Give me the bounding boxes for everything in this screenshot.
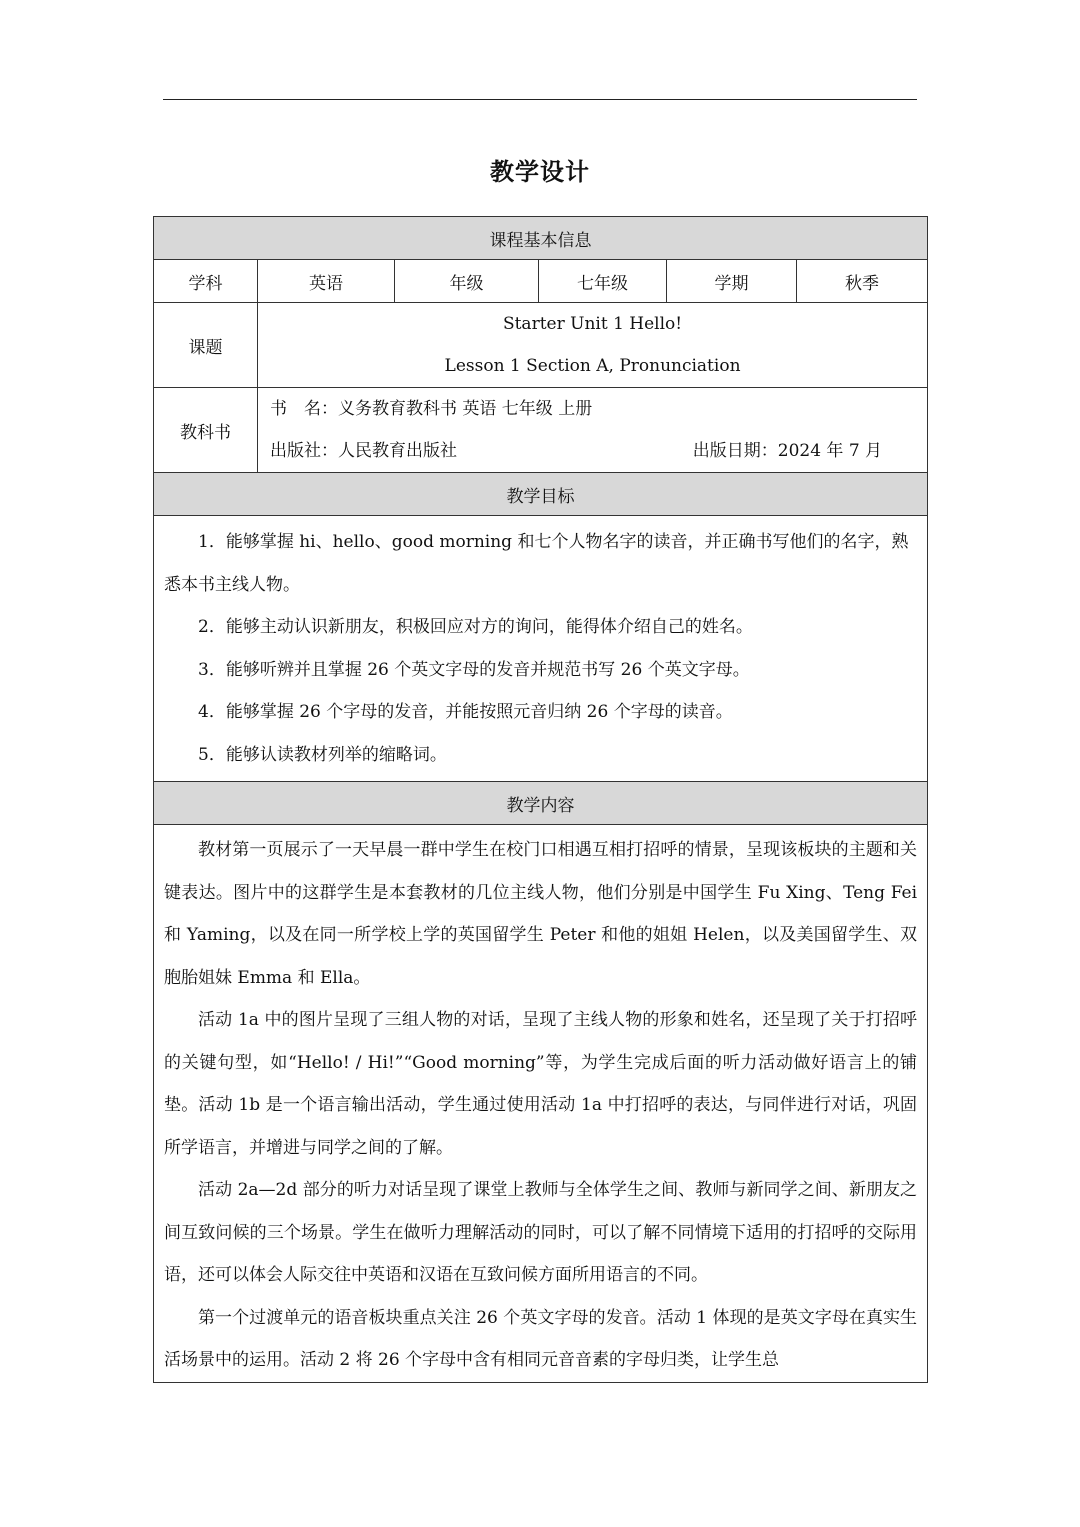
- grade-label: 年级: [395, 260, 539, 303]
- goal-item: 2．能够主动认识新朋友，积极回应对方的询问，能得体介绍自己的姓名。: [198, 617, 753, 637]
- header-rule: [163, 99, 917, 100]
- topic-value: [258, 303, 928, 388]
- term-label: 学期: [667, 260, 797, 303]
- publisher-row: [270, 430, 915, 472]
- goals-header-row: [154, 473, 928, 516]
- subject-label: 学科: [154, 260, 258, 303]
- goals-row: [154, 516, 928, 782]
- lesson-plan-table: [153, 216, 928, 1383]
- section-header-content: 教学内容: [154, 782, 928, 825]
- grade-value: 七年级: [539, 260, 667, 303]
- textbook-info: [258, 388, 928, 473]
- content-paragraph: 活动 1a 中的图片呈现了三组人物的对话，呈现了主线人物的形象和姓名，还呈现了关于打招呼的关键句型，如“Hello! / Hi!”“Good morning”等，为学生完成后面的听力活动做好语言上的铺垫。活动 1b 是一个语言输出活动，学生通过使用活动 1a 中打招呼的表达，与同伴进行对话，巩固所学语言，并增进与同学之间的了解。: [164, 1010, 918, 1158]
- document-title: 教学设计: [490, 158, 590, 186]
- goal-item: 5．能够认读教材列举的缩略词。: [198, 744, 447, 765]
- publisher: 出版社：人民教育出版社: [270, 441, 457, 461]
- topic-line-1: Starter Unit 1 Hello!: [502, 314, 683, 334]
- content-paragraph: 第一个过渡单元的语音板块重点关注 26 个英文字母的发音。活动 1 体现的是英文字母在真实生活场景中的运用。活动 2 将 26 个字母中含有相同元音音素的字母归类，让学生总: [164, 1307, 918, 1370]
- topic-label: 课题: [154, 303, 258, 388]
- goal-item: 1．能够掌握 hi、hello、good morning 和七个人物名字的读音，并正确书写他们的名字，熟悉本书主线人物。: [164, 532, 909, 595]
- content-row: [154, 825, 928, 1383]
- content-body: [154, 825, 928, 1383]
- content-paragraph: 活动 2a—2d 部分的听力对话呈现了课堂上教师与全体学生之间、教师与新同学之间、新朋友之间互致问候的三个场景。学生在做听力理解活动的同时，可以了解不同情境下适用的打招呼的交际用语，还可以体会人际交往中英语和汉语在互致问候方面所用语言的不同。: [164, 1180, 918, 1285]
- publish-date: 出版日期：2024 年 7 月: [692, 441, 883, 461]
- content-header-row: [154, 782, 928, 825]
- topic-row: [154, 303, 928, 388]
- book-name: 书 名：义务教育教科书 英语 七年级 上册: [270, 399, 593, 419]
- subject-value: 英语: [258, 260, 395, 303]
- textbook-row: [154, 388, 928, 473]
- content-paragraph: 教材第一页展示了一天早晨一群中学生在校门口相遇互相打招呼的情景，呈现该板块的主题和关键表达。图片中的这群学生是本套教材的几位主线人物，他们分别是中国学生 Fu Xing、Teng Fei 和 Yaming，以及在同一所学校上学的英国留学生 Peter 和他的姐姐 Helen，以及美国留学生、双胞胎姐妹 Emma 和 Ella。: [164, 840, 918, 988]
- section-header-goals: 教学目标: [154, 473, 928, 516]
- goal-item: 4．能够掌握 26 个字母的发音，并能按照元音归纳 26 个字母的读音。: [198, 702, 733, 722]
- goal-item: 3．能够听辨并且掌握 26 个英文字母的发音并规范书写 26 个英文字母。: [198, 659, 750, 680]
- subject-row: [154, 260, 928, 303]
- section-header-basic-info: 课程基本信息: [154, 217, 928, 260]
- basic-info-header-row: [154, 217, 928, 260]
- term-value: 秋季: [797, 260, 928, 303]
- topic-line-2: Lesson 1 Section A, Pronunciation: [444, 356, 741, 376]
- goals-list: [154, 516, 928, 782]
- textbook-label: 教科书: [154, 388, 258, 473]
